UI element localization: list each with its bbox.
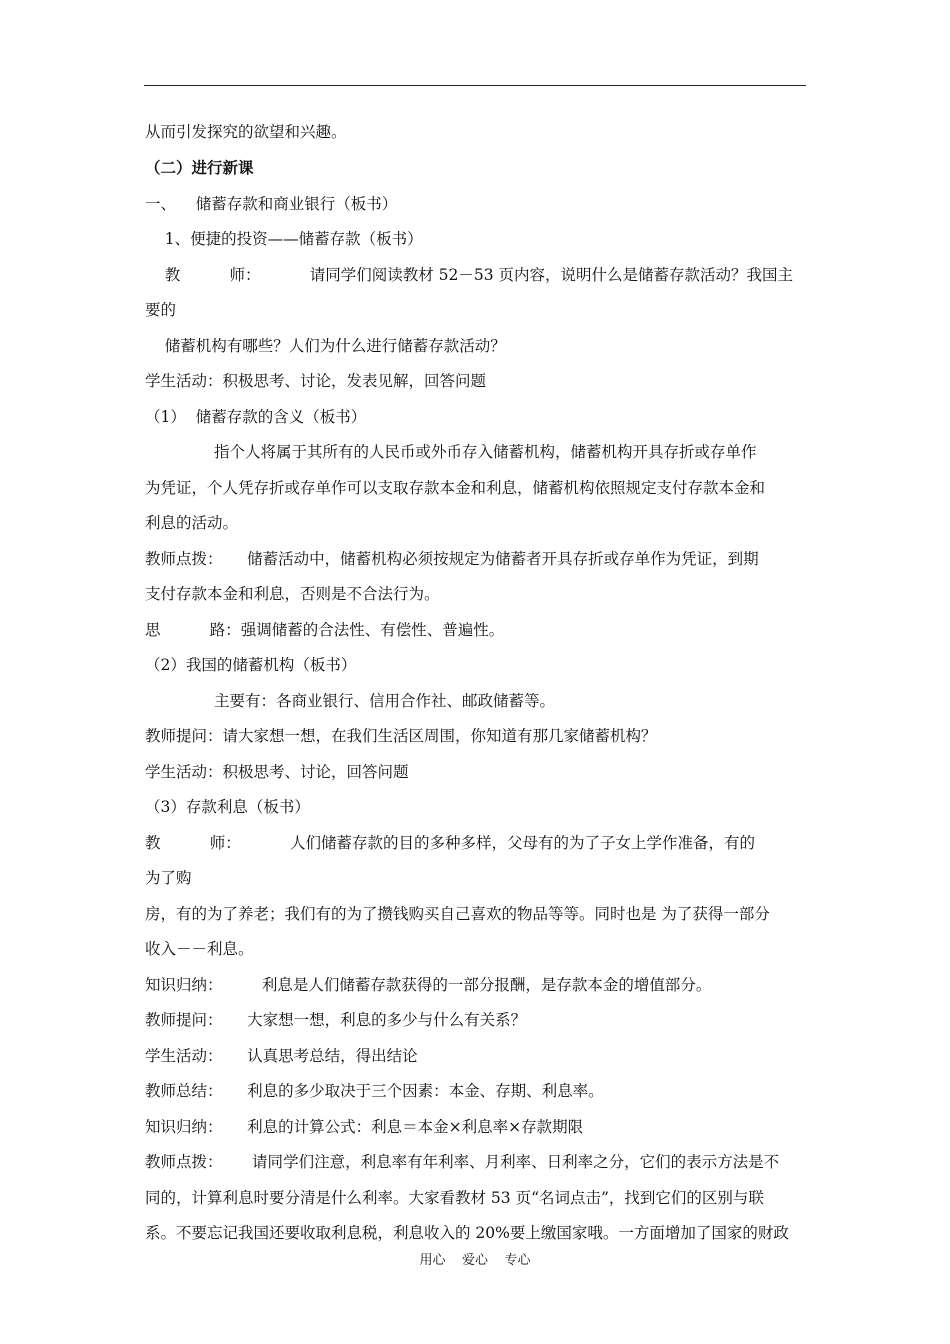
subheading: （3）存款利息（板书）: [145, 798, 310, 816]
text-line: 教师提问： 大家想一想，利息的多少与什么有关系？: [145, 1011, 527, 1029]
text-line: 知识归纳： 利息的计算公式：利息＝本金×利息率×存款期限: [145, 1118, 584, 1136]
subheading: （2）我国的储蓄机构（板书）: [145, 656, 357, 674]
text-line: 利息的活动。: [145, 514, 239, 532]
subheading: （1） 储蓄存款的含义（板书）: [145, 408, 367, 426]
text-line: 支付存款本金和利息，否则是不合法行为。: [145, 585, 440, 603]
text-line: 主要有：各商业银行、信用合作社、邮政储蓄等。: [145, 692, 555, 710]
text-line: 房，有的为了养老；我们有的为了攒钱购买自己喜欢的物品等等。同时也是 为了获得一部分: [145, 905, 770, 923]
text-line: 学生活动： 认真思考总结，得出结论: [145, 1047, 418, 1065]
text-line: 知识归纳： 利息是人们储蓄存款获得的一部分报酬，是存款本金的增值部分。: [145, 976, 712, 994]
text-line: 同的，计算利息时要分清是什么利率。大家看教材 53 页“名词点击”，找到它们的区别与联: [145, 1189, 764, 1207]
text-line: 储蓄机构有哪些？人们为什么进行储蓄存款活动？: [145, 337, 506, 355]
text-line: 教 师： 请同学们阅读教材 52－53 页内容，说明什么是储蓄存款活动？我国主: [145, 266, 794, 284]
text-line: 学生活动：积极思考、讨论，回答问题: [145, 763, 409, 781]
text-line: 教师提问：请大家想一想，在我们生活区周围，你知道有那几家储蓄机构？: [145, 727, 657, 745]
text-line: 为凭证，个人凭存折或存单作可以支取存款本金和利息，储蓄机构依照规定支付存款本金和: [145, 479, 766, 497]
page-footer: 用心 爱心 专心: [419, 1253, 531, 1268]
text-line: 学生活动：积极思考、讨论，发表见解，回答问题: [145, 372, 487, 390]
text-line: 思 路：强调储蓄的合法性、有偿性、普遍性。: [145, 621, 505, 639]
text-line: 从而引发探究的欲望和兴趣。: [145, 123, 347, 141]
text-line: 教 师： 人们储蓄存款的目的多种多样，父母有的为了子女上学作准备，有的: [145, 834, 756, 852]
text-line: 系。不要忘记我国还要收取利息税，利息收入的 20%要上缴国家哦。一方面增加了国家的财政: [145, 1224, 789, 1242]
section-heading: （二）进行新课: [145, 158, 254, 177]
text-line: 为了购: [145, 869, 192, 887]
text-line: 教师总结： 利息的多少取决于三个因素：本金、存期、利息率。: [145, 1082, 604, 1100]
text-line: 收入－－利息。: [145, 940, 254, 958]
text-line: 教师点拨： 请同学们注意，利息率有年利率、月利率、日利率之分，它们的表示方法是不: [145, 1153, 780, 1171]
text-line: 教师点拨： 储蓄活动中，储蓄机构必须按规定为储蓄者开具存折或存单作为凭证，到期: [145, 550, 759, 568]
text-line: 要的: [145, 301, 177, 319]
heading-one: 一、 储蓄存款和商业银行（板书）: [145, 195, 398, 213]
subheading: 1、便捷的投资——储蓄存款（板书）: [145, 230, 423, 248]
text-line: 指个人将属于其所有的人民币或外币存入储蓄机构，储蓄机构开具存折或存单作: [145, 443, 757, 461]
header-rule: [144, 85, 806, 86]
